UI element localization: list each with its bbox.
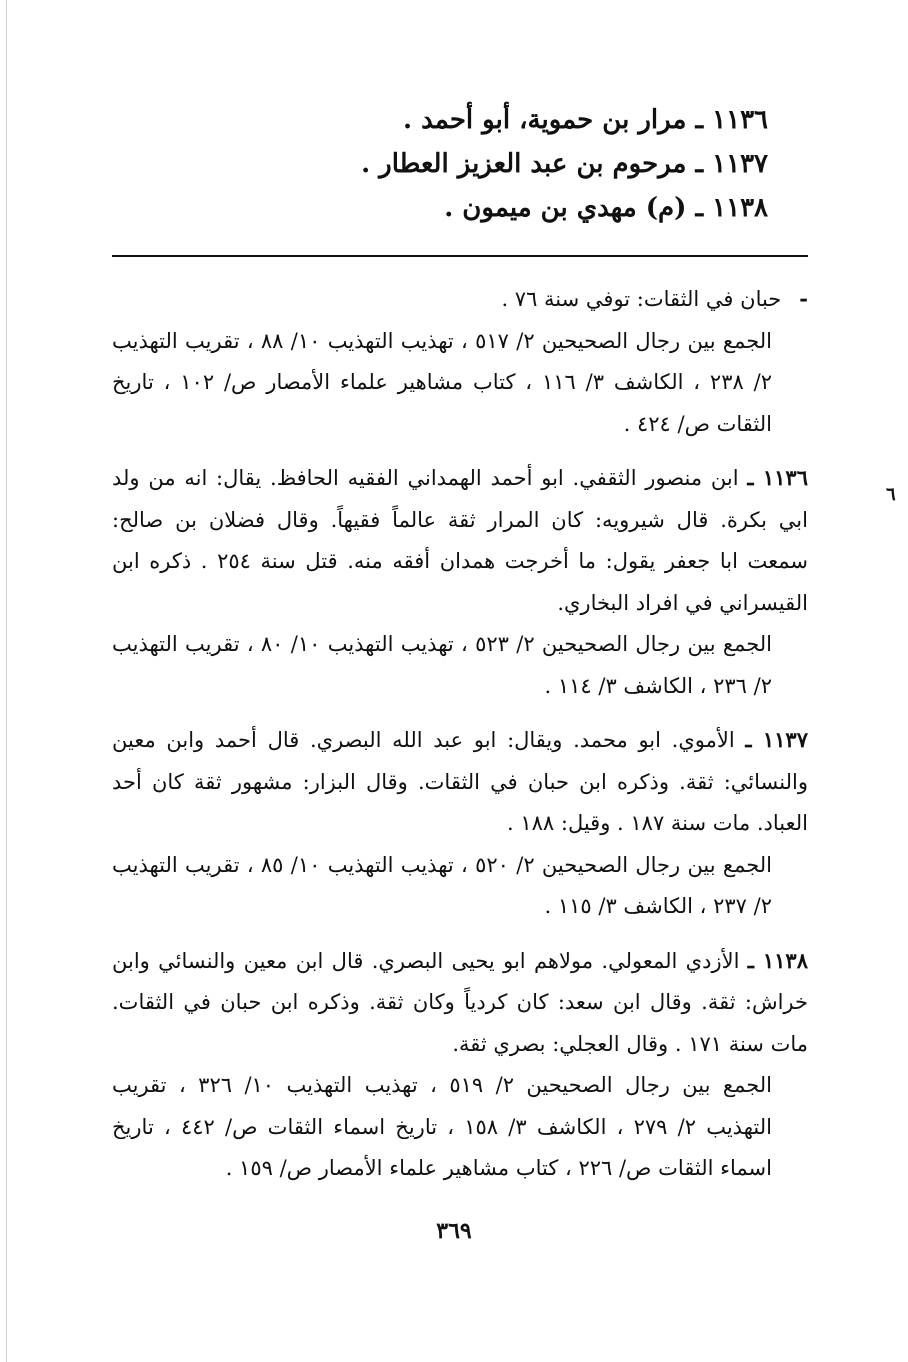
note-1137-refs: الجمع بين رجال الصحيحين ٢/ ٥٢٠ ، تهذيب التهذيب ١٠/ ٨٥ ، تقريب التهذيب ٢/ ٢٣٧ ، الكاشف ٣/ ١١٥ . — [112, 852, 773, 918]
note-1138-text: الأزدي المعولي. مولاهم ابو يحيى البصري. قال ابن معين والنسائي وابن خراش: ثقة. وقال ابن سعد: كان كردياً وكان ثقة. وذكره ابن حبان في الثقات. مات سنة ١٧١ . وقال العجلي: بصري ثقة. — [112, 948, 808, 1056]
heading-1137: ١١٣٧ ـ مرحوم بن عبد العزيز العطار . — [361, 149, 768, 179]
note-1138-refs: الجمع بين رجال الصحيحين ٢/ ٥١٩ ، تهذيب التهذيب ١٠/ ٣٢٦ ، تقريب التهذيب ٢/ ٢٧٩ ، الكاشف ٣/ ١٥٨ ، تاريخ اسماء الثقات ص/ ٤٤٢ ، تاريخ اسماء الثقات ص/ ٢٢٦ ، كتاب مشاهير علماء الأمصار ص/ ١٥٩ . — [112, 1073, 772, 1180]
note-1137 — [112, 719, 808, 928]
page-number: ٣٦٩ — [436, 1218, 472, 1244]
heading-1138: ١١٣٨ ـ (م) مهدي بن ميمون . — [444, 193, 768, 223]
note-1137-number: ١١٣٧ ـ — [745, 727, 808, 752]
note-1138-body — [112, 940, 808, 1066]
note-1136-text: ابن منصور الثقفي. ابو أحمد الهمداني الفقيه الحافظ. يقال: انه من ولد ابي بكرة. قال شيرويه: كان المرار ثقة عالماً فقيهاً. وقال فضلان بن صالح: سمعت ابا جعفر يقول: ما أخرجت همدان أفقه منه. قتل سنة ٢٥٤ . ذكره ابن القيسراني في افراد البخاري. — [112, 466, 808, 615]
note-top-refs: الجمع بين رجال الصحيحين ٢/ ٥١٧ ، تهذيب التهذيب ١٠/ ٨٨ ، تقريب التهذيب ٢/ ٢٣٨ ، الكاشف ٣/ ١١٦ ، كتاب مشاهير علماء الأمصار ص/ ١٠٢ ، تاريخ الثقات ص/ ٤٢٤ . — [112, 328, 773, 436]
note-1136 — [112, 457, 808, 707]
note-1136-body — [112, 457, 808, 624]
note-top-line1 — [112, 278, 808, 321]
note-1137-text: الأموي. ابو محمد. ويقال: ابو عبد الله البصري. قال أحمد وابن معين والنسائي: ثقة. وذكره ابن حبان في الثقات. وقال البزار: مشهور ثقة كان أحد العباد. مات سنة ١٨٧ . وقيل: ١٨٨ . — [112, 728, 808, 835]
note-top — [112, 278, 808, 445]
bullet-mark: - — [799, 286, 808, 311]
entry-headings — [148, 98, 768, 230]
note-1136-number: ١١٣٦ ـ — [747, 465, 808, 490]
scan-edge-line — [6, 0, 7, 1362]
margin-mark: ٦ — [886, 484, 896, 505]
heading-1136: ١١٣٦ ـ مرار بن حموية، أبو أحمد . — [403, 105, 768, 135]
note-top-text: حبان في الثقات: توفي سنة ٧٦ . — [501, 287, 782, 311]
note-1136-refs: الجمع بين رجال الصحيحين ٢/ ٥٢٣ ، تهذيب التهذيب ١٠/ ٨٠ ، تقريب التهذيب ٢/ ٢٣٦ ، الكاشف ٣/ ١١٤ . — [112, 632, 773, 698]
note-1138 — [112, 940, 808, 1190]
footnote-divider — [112, 255, 808, 257]
note-1137-body — [112, 719, 808, 845]
note-1138-number: ١١٣٨ ـ — [747, 947, 808, 973]
footnotes — [112, 278, 808, 1190]
